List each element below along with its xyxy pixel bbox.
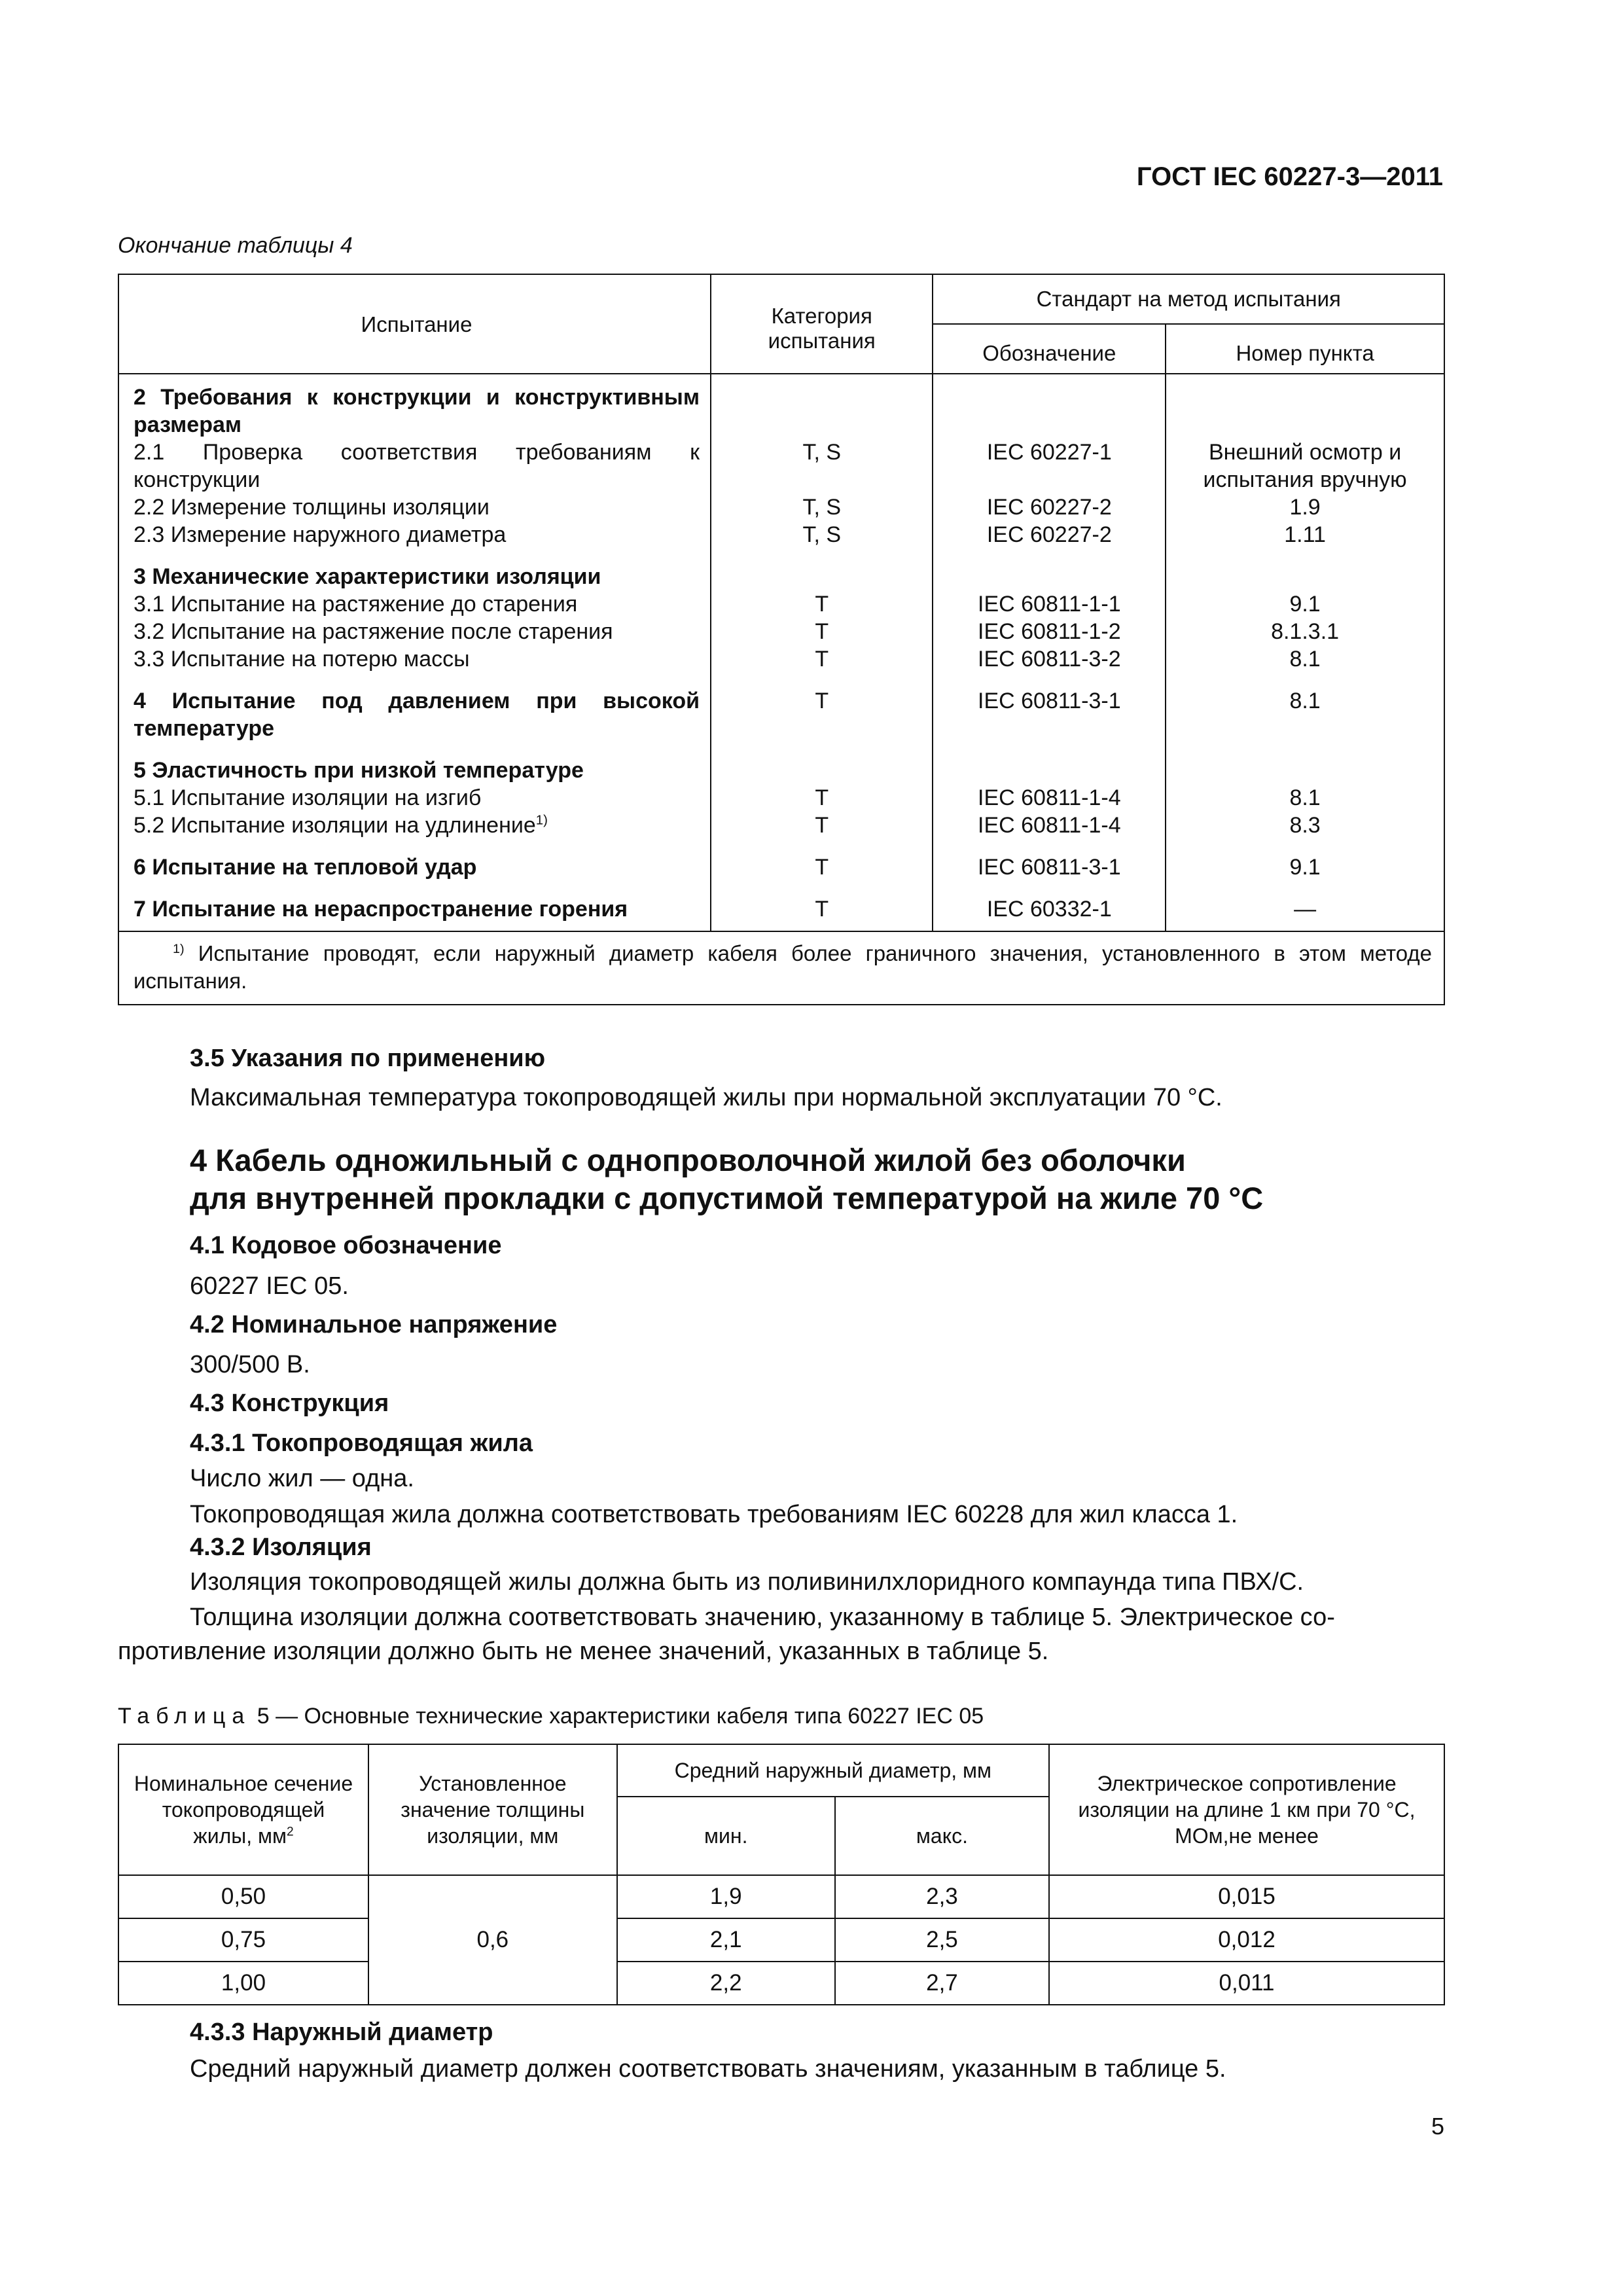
table-row: 5.1 Испытание изоляции на изгиб <box>134 785 482 810</box>
header-test: Испытание <box>118 274 711 374</box>
table4-category-column: T, S T, S T, S T T T T T T T T <box>711 374 933 931</box>
table4-clause-column: Внешний осмотр и испытания вручную 1.9 1.11 9.1 8.1.3.1 8.1 8.1 8.1 8.3 9.1 — <box>1166 374 1444 931</box>
section-4-3-2-heading: 4.3.2 Изоляция <box>190 1534 372 1561</box>
header-mean-diameter: Средний наружный диаметр, мм <box>617 1744 1049 1797</box>
section-3-5-heading: 3.5 Указания по применению <box>190 1045 546 1072</box>
header-standard-method: Стандарт на метод испытания <box>933 274 1444 324</box>
header-category: Категория испытания <box>711 274 933 374</box>
header-max: макс. <box>835 1797 1049 1875</box>
section-4-3-1-text2: Токопроводящая жила должна соответствовать требованиям IEC 60228 для жил класса 1. <box>190 1501 1238 1528</box>
table-4 <box>118 274 1445 1005</box>
table4-footnote <box>118 931 1444 1005</box>
section-4-3-1-heading: 4.3.1 Токопроводящая жила <box>190 1429 533 1457</box>
header-clause-number: Номер пункта <box>1166 324 1444 374</box>
section-4-3-2-text2-line2: противление изоляции должно быть не менее значений, указанных в таблице 5. <box>118 1638 1049 1665</box>
table-row: 2.3 Измерение наружного диаметра <box>134 522 507 547</box>
section-4-3-2-text1: Изоляция токопроводящей жилы должна быть из поливинилхлоридного компаунда типа ПВХ/С. <box>190 1568 1304 1596</box>
table-row: 0,50 0,6 1,9 2,3 0,015 <box>118 1875 1444 1918</box>
header-resistance: Электрическое сопротивление изоляции на длине 1 км при 70 °С, МОм,не менее <box>1049 1744 1444 1875</box>
footnote-mark: 1) <box>173 942 185 956</box>
section-4-2-heading: 4.2 Номинальное напряжение <box>190 1311 558 1338</box>
header-cross-section: Номинальное сечение токопроводящей жилы, $мм^2$ <box>118 1744 368 1875</box>
group-title: 3 Механические характеристики изоляции <box>134 564 601 589</box>
table-row: 3.3 Испытание на потерю массы <box>134 647 470 672</box>
table-row: 2.2 Измерение толщины изоляции <box>134 495 490 520</box>
table4-test-column <box>118 374 711 931</box>
footnote-ref: 1) <box>535 813 548 828</box>
table5-caption: Таблица 5 — Основные технические характеристики кабеля типа 60227 IEC 05 <box>118 1704 984 1729</box>
table-row: 3.1 Испытание на растяжение до старения <box>134 592 578 617</box>
section-4-2-text: 300/500 В. <box>190 1351 310 1378</box>
section-4-1-heading: 4.1 Кодовое обозначение <box>190 1232 502 1259</box>
table4-caption: Окончание таблицы 4 <box>118 233 353 258</box>
insulation-thickness-value: 0,6 <box>368 1875 617 2005</box>
table-row: 0,75 2,1 2,5 0,012 <box>118 1918 1444 1962</box>
section-4-title: 4 Кабель одножильный с однопроволочной жилой без оболочки для внутренней прокладки с допустимой температурой на жиле 70 °С <box>190 1143 1264 1215</box>
section-4-1-text: 60227 IEC 05. <box>190 1272 349 1300</box>
group-title: 7 Испытание на нераспространение горения <box>134 897 628 922</box>
table-5 <box>118 1744 1445 2005</box>
section-4-3-2-text2-line1: Толщина изоляции должна соответствовать значению, указанному в таблице 5. Электрическое со- <box>190 1604 1335 1631</box>
footnote-text: Испытание проводят, если наружный диаметр кабеля более граничного значения, установленного в этом методе испытания. <box>134 941 1432 993</box>
header-min: мин. <box>617 1797 835 1875</box>
table-row: 1,00 2,2 2,7 0,011 <box>118 1962 1444 2005</box>
header-designation: Обозначение <box>933 324 1166 374</box>
table-row: 2.1 Проверка соответствия требованиям к конструкции <box>134 440 700 492</box>
section-3-5-text: Максимальная температура токопроводящей жилы при нормальной эксплуатации 70 °С. <box>190 1084 1222 1111</box>
page-number: 5 <box>1431 2113 1444 2140</box>
document-standard-number: ГОСТ IEC 60227-3—2011 <box>1136 162 1443 191</box>
section-4-3-1-text1: Число жил — одна. <box>190 1465 414 1492</box>
group-title: 2 Требования к конструкции и конструктивным размерам <box>134 385 700 437</box>
table-row: 5.2 Испытание изоляции на удлинение$^{1)}$ <box>134 813 548 838</box>
section-4-3-3-text: Средний наружный диаметр должен соответствовать значениям, указанным в таблице 5. <box>190 2055 1226 2083</box>
group-title: 6 Испытание на тепловой удар <box>134 855 477 880</box>
section-4-3-3-heading: 4.3.3 Наружный диаметр <box>190 2018 493 2046</box>
header-insulation-thickness: Установленное значение толщины изоляции, мм <box>368 1744 617 1875</box>
table4-designation-column: IEC 60227-1 IEC 60227-2 IEC 60227-2 IEC 60811-1-1 IEC 60811-1-2 IEC 60811-3-2 IEC 60811-3-1 IEC 60811-1-4 IEC 60811-1-4 IEC 60811-3-1 IEC 60332-1 <box>933 374 1166 931</box>
group-title: 4 Испытание под давлением при высокой температуре <box>134 689 700 741</box>
section-4-3-heading: 4.3 Конструкция <box>190 1390 389 1417</box>
group-title: 5 Эластичность при низкой температуре <box>134 758 584 783</box>
table-row: 3.2 Испытание на растяжение после старения <box>134 619 613 644</box>
